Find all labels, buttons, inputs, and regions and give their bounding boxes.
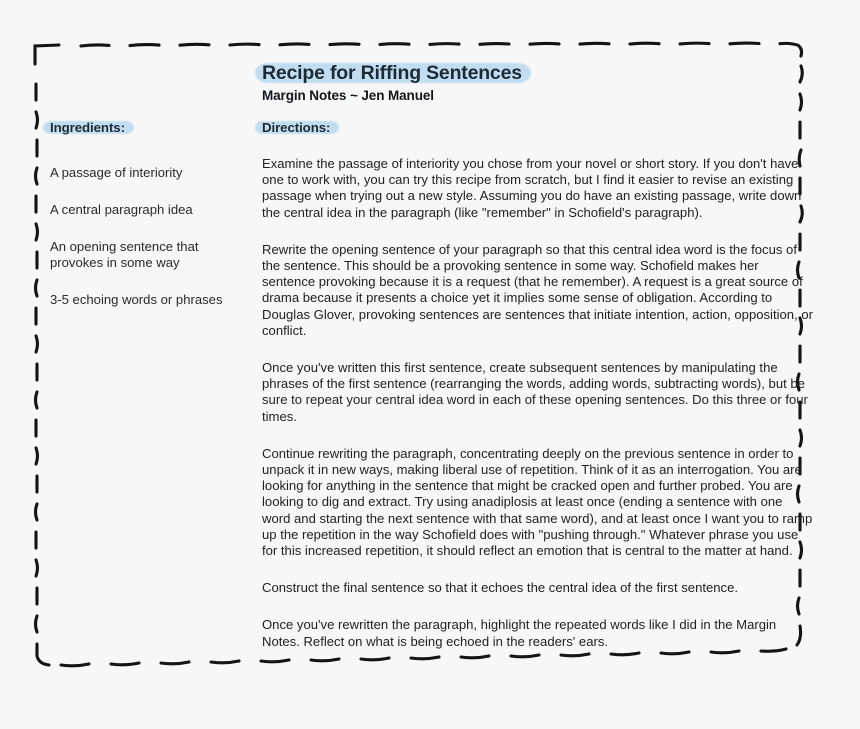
ingredients-label [50, 120, 250, 135]
list-item: A passage of interiority [50, 165, 183, 180]
ingredients-section [50, 120, 250, 308]
list-item: A central paragraph idea [50, 202, 193, 217]
list-item: 3-5 echoing words or phrases [50, 292, 223, 307]
direction-paragraph: Continue rewriting the paragraph, concentrating deeply on the previous sentence in order to unpack it in new ways, making liberal use of repetition. Think of it as an interrogation. You are looking for anything in the sentence that might be cracked open and further probed. You are looking to dig and extract. Try using anadiplosis at least once (ending a sentence with one word and starting the next sentence with that same word), and at least once I want you to ramp up the repetition in the way Schofield does with "pushing through." Whatever phrase you use for this increased repetition, it should reflect an emotion that is central to the matter at hand. [262, 445, 813, 559]
direction-paragraph: Once you've rewritten the paragraph, highlight the repeated words like I did in the Margin Notes. Reflect on what is being echoed in the readers' ears. [262, 617, 777, 649]
ingredients-label-text: Ingredients: [50, 120, 125, 135]
page-subtitle: Margin Notes ~ Jen Manuel [262, 88, 434, 103]
ingredients-list [50, 165, 250, 308]
direction-paragraph: Once you've written this first sentence, create subsequent sentences by manipulating the phrases of the first sentence (rearranging the words, adding words, subtracting words), but be sure to repeat your central idea word in each of these opening sentences. Do this three or four times. [262, 360, 808, 424]
list-item: An opening sentence that provokes in some way [50, 239, 199, 270]
directions-section [262, 120, 814, 650]
page-title [262, 62, 822, 84]
page-title-text: Recipe for Riffing Sentences [262, 62, 522, 84]
direction-paragraph: Rewrite the opening sentence of your paragraph so that this central idea word is the focus of the sentence. This should be a provoking sentence in some way. Schofield makes her sentence provoking because it is a request (that he remember). A request is a great source of drama because it presents a choice yet it implies some sense of obligation. According to Douglas Glover, provoking sentences are sentences that initiate intention, action, opposition, or conflict. [262, 241, 813, 338]
direction-paragraph: Construct the final sentence so that it echoes the central idea of the first sentence. [262, 580, 739, 596]
direction-paragraph: Examine the passage of interiority you chose from your novel or short story. If you don't have one to work with, you can try this recipe from scratch, but I find it easier to revise an existing passage when trying out a new style. Assuming you do have an existing passage, write down the central idea in the paragraph (like "remember" in Schofield's paragraph). [262, 156, 802, 220]
directions-label [262, 120, 814, 135]
directions-label-text: Directions: [262, 120, 331, 135]
recipe-header [262, 62, 822, 103]
